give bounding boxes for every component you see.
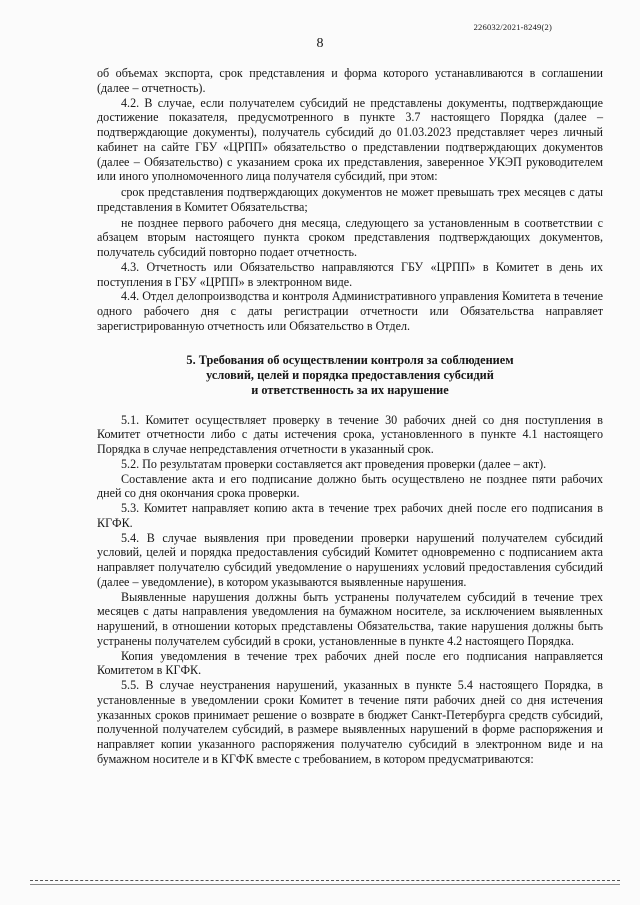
document-body [97,66,603,767]
paragraph-4-4: 4.4. Отдел делопроизводства и контроля Административного управления Комитета в течение одного рабочего дня с даты регистрации отчетности или Обязательства направляет зарегистрированную отчетность или Обязательство в Отдел. [97,289,603,333]
paragraph-4-2: 4.2. В случае, если получателем субсидий не представлены документы, подтверждающие достижение показателя, предусмотренного в пункте 3.7 настоящего Порядка (далее – подтверждающие документы), получатель субсидий до 01.03.2023 представляет через личный кабинет на сайте ГБУ «ЦРПП» обязательство о представлении подтверждающих документов (далее – Обязательство) с указанием срока их представления, заверенное УКЭП руководителем или иного уполномоченного лица получателя субсидий, при этом: [97,95,603,184]
section-title-line: и ответственность за их нарушение [251,382,449,397]
paragraph-5-5: 5.5. В случае неустранения нарушений, указанных в пункте 5.4 настоящего Порядка, в установленные в уведомлении сроки Комитет в течение пяти рабочих дней со дня истечения указанных сроков принимает решение о возврате в бюджет Санкт-Петербурга средств субсидий, полученной получателем субсидий, в размере выявленных нарушений в форме распоряжения и направляет копии указанного распоряжения получателю субсидий в электронном виде и на бумажном носителе и в КГФК вместе с требованием, в котором предусматриваются: [97,678,603,766]
paragraph-4-2-deadline: срок представления подтверждающих документов не может превышать трех месяцев с даты представления в Комитет Обязательства; [97,185,603,214]
paragraph-continuation: об объемах экспорта, срок представления и форма которого устанавливаются в соглашении (далее – отчетность). [97,66,603,95]
paragraph-5-3: 5.3. Комитет направляет копию акта в течение трех рабочих дней после его подписания в КГФК. [97,501,603,530]
document-number: 226032/2021-8249(2) [473,22,552,32]
paragraph-4-3: 4.3. Отчетность или Обязательство направляются ГБУ «ЦРПП» в Комитет в день их поступления в ГБУ «ЦРПП» в электронном виде. [97,259,603,289]
section-title-line: 5. Требования об осуществлении контроля за соблюдением [186,352,514,367]
paragraph-5-4-copy: Копия уведомления в течение трех рабочих дней после его подписания направляется Комитетом в КГФК. [97,648,603,678]
paragraph-5-4-violations: Выявленные нарушения должны быть устранены получателем субсидий в течение трех месяцев с даты направления уведомления на бумажном носителе, за исключением выявленных нарушений, в отношении которых представлены Обязательства, такие нарушения должны быть устранены получателем субсидий в сроки, установленные в пункте 4.2 настоящего Порядка. [97,589,603,648]
paragraph-5-2-act: Составление акта и его подписание должно быть осуществлено не позднее пяти рабочих дней со дня окончания срока проверки. [97,471,603,501]
page-number: 8 [316,36,324,51]
scan-edge-line [30,880,620,881]
paragraph-5-1: 5.1. Комитет осуществляет проверку в течение 30 рабочих дней со дня поступления в Комитет отчетности либо с даты истечения срока, установленного в пункте 4.1 настоящего Порядка в случае непредставления отчетности в указанный срок. [97,412,603,456]
paragraph-4-2-resubmit: не позднее первого рабочего дня месяца, следующего за установленным в соответствии с абзацем вторым настоящего пункта сроком представления подтверждающих документов, получатель субсидий повторно подает отчетность. [97,215,603,259]
paragraph-5-4: 5.4. В случае выявления при проведении проверки нарушений получателем субсидий условий, целей и порядка предоставления субсидий Комитет одновременно с подписанием акта направляет получателю субсидий уведомление о нарушениях условий предоставления субсидий (далее – уведомление), в котором указываются выявленные нарушения. [97,530,603,589]
section-5-title [97,353,603,398]
section-title-line: условий, целей и порядка предоставления субсидий [206,367,494,382]
paragraph-5-2: 5.2. По результатам проверки составляется акт проведения проверки (далее – акт). [121,456,547,471]
scan-edge-line [30,884,620,885]
